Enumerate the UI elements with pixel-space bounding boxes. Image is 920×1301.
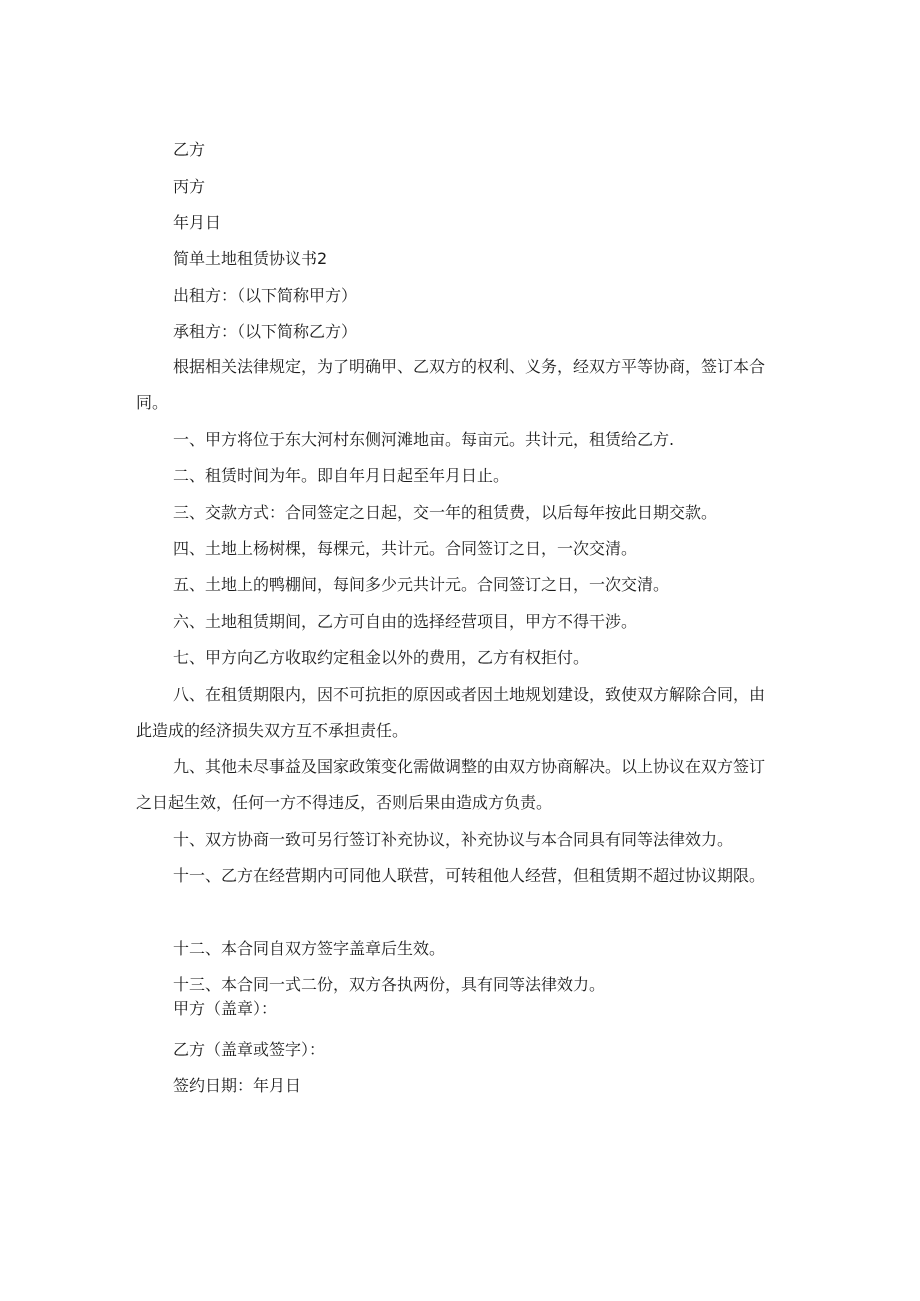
clause-6: 六、土地租赁期间，乙方可自由的选择经营项目，甲方不得干涉。 (173, 612, 638, 631)
lessor-line: 出租方：（以下简称甲方） (173, 286, 358, 305)
clause-3: 三、交款方式：合同签定之日起，交一年的租赁费，以后每年按此日期交款。 (173, 503, 718, 522)
clause-11: 十一、乙方在经营期内可同他人联营，可转租他人经营，但租赁期不超过协议期限。 (173, 866, 766, 885)
date-line: 年月日 (173, 213, 222, 232)
clause-7: 七、甲方向乙方收取约定租金以外的费用，乙方有权拒付。 (173, 648, 590, 667)
clause-9: 九、其他未尽事益及国家政策变化需做调整的由双方协商解决。以上协议在双方签订之日起生效，任何一方不得违反，否则后果由造成方负责。 (136, 757, 766, 812)
signature-party-a: 甲方（盖章）： (173, 999, 278, 1018)
signature-date: 签约日期：年月日 (173, 1076, 302, 1095)
clause-4: 四、土地上杨树棵，每棵元，共计元。合同签订之日，一次交清。 (173, 539, 638, 558)
clause-10: 十、双方协商一致可另行签订补充协议，补充协议与本合同具有同等法律效力。 (173, 830, 734, 849)
clause-2: 二、租赁时间为年。即自年月日起至年月日止。 (173, 466, 510, 485)
intro-paragraph: 根据相关法律规定，为了明确甲、乙双方的权利、义务，经双方平等协商，签订本合同。 (136, 357, 766, 412)
party-b-line: 乙方 (173, 140, 206, 159)
clause-12: 十二、本合同自双方签字盖章后生效。 (173, 939, 446, 958)
lessee-line: 承租方：（以下简称乙方） (173, 322, 358, 341)
document-title: 简单土地租赁协议书2 (173, 249, 328, 268)
clause-5: 五、土地上的鸭棚间，每间多少元共计元。合同签订之日，一次交清。 (173, 575, 670, 594)
signature-party-b: 乙方（盖章或签字）： (173, 1040, 326, 1059)
clause-1: 一、甲方将位于东大河村东侧河滩地亩。每亩元。共计元，租赁给乙方. (173, 430, 675, 449)
clause-8: 八、在租赁期限内，因不可抗拒的原因或者因土地规划建设，致使双方解除合同，由此造成的经济损失双方互不承担责任。 (136, 685, 766, 740)
clause-13: 十三、本合同一式二份，双方各执两份，具有同等法律效力。 (173, 975, 606, 994)
party-c-line: 丙方 (173, 177, 206, 196)
